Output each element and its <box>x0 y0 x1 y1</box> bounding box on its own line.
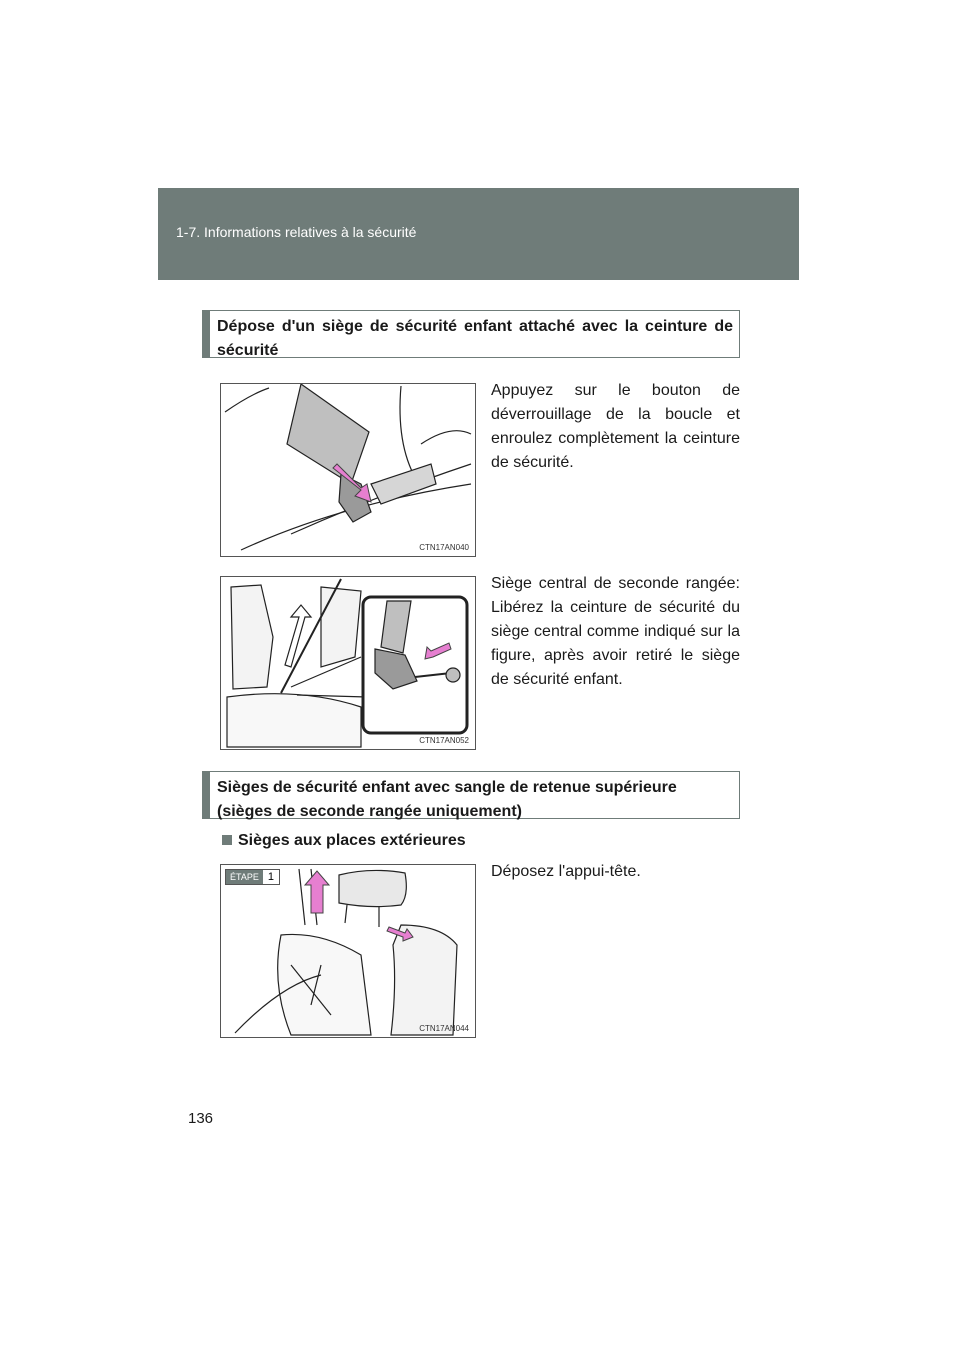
figure-code: CTN17AN044 <box>419 1024 469 1033</box>
step-number: 1 <box>263 870 279 884</box>
step-label: ÉTAPE <box>226 870 263 884</box>
section-heading: Dépose d'un siège de sécurité enfant attaché avec la ceinture de sécurité <box>217 318 733 359</box>
paragraph: Déposez l'appui-tête. <box>491 863 641 880</box>
section-title: 1-7. Informations relatives à la sécurité <box>176 224 417 240</box>
header-band <box>158 188 799 280</box>
figure-code: CTN17AN052 <box>419 736 469 745</box>
headrest-removal-illustration <box>221 865 475 1037</box>
square-bullet-icon <box>222 835 232 845</box>
paragraph: Siège central de seconde rangée: Libérez la ceinture de sécurité du siège central comme indiqué sur la figure, après avoir retiré le siège de sécurité enfant. <box>491 575 740 688</box>
section-heading-box <box>202 771 740 819</box>
section-heading-box <box>202 310 740 358</box>
figure-headrest-removal <box>220 864 476 1038</box>
figure-buckle-release <box>220 383 476 557</box>
page-number: 136 <box>188 1110 214 1127</box>
figure-center-seat-belt <box>220 576 476 750</box>
figure-code: CTN17AN040 <box>419 543 469 552</box>
section-heading: Sièges de sécurité enfant avec sangle de retenue supérieure (sièges de seconde rangée uniquement) <box>217 779 677 820</box>
center-seat-belt-illustration <box>221 577 475 749</box>
paragraph: Appuyez sur le bouton de déverrouillage de la boucle et enroulez complètement la ceinture de sécurité. <box>491 382 740 471</box>
buckle-release-illustration <box>221 384 475 556</box>
bullet-heading: Sièges aux places extérieures <box>222 832 466 850</box>
step-badge <box>225 869 280 885</box>
